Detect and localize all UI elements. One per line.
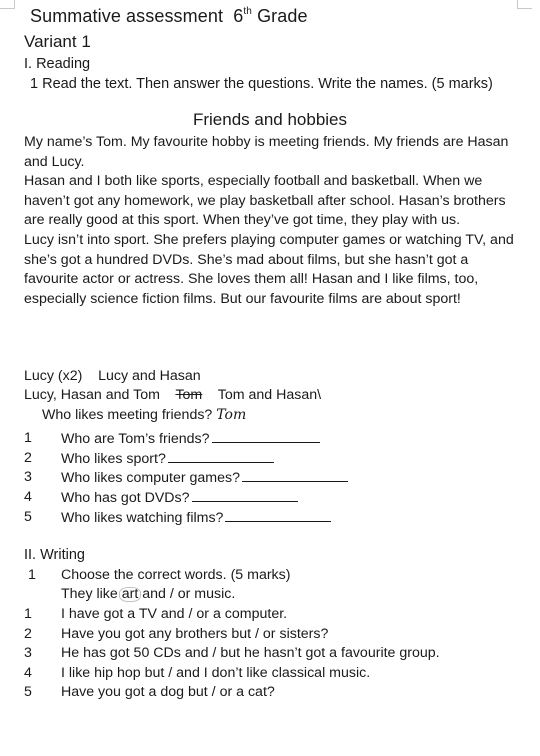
title-main: Summative assessment	[30, 6, 224, 26]
writing-item: 3 He has got 50 CDs and / but he hasn’t got a favourite group.	[24, 645, 440, 661]
item-sentence-end: a computer.	[209, 606, 288, 622]
item-sentence-end: sisters?	[275, 626, 329, 642]
grade-suffix: th	[243, 6, 252, 17]
example-sentence-start: They like	[61, 586, 122, 602]
item-option-1[interactable]: and	[160, 606, 185, 622]
answer-option: Lucy (x2)	[24, 368, 83, 384]
question-text: Who likes sport?	[61, 451, 166, 467]
text-title: Friends and hobbies	[192, 110, 348, 129]
item-option-1[interactable]: and	[184, 645, 209, 661]
writing-task-instruction	[61, 567, 290, 583]
writing-heading: II. Writing	[24, 547, 85, 563]
example-question	[42, 407, 246, 423]
answer-blank[interactable]	[242, 469, 348, 482]
item-sentence-start: Have you got a dog	[61, 684, 188, 700]
item-sentence-end: I don’t like classical music.	[199, 665, 371, 681]
writing-item: 5 Have you got a dog but / or a cat?	[24, 684, 275, 700]
question-text: Who likes watching films?	[61, 510, 224, 526]
variant-label: Variant 1	[24, 32, 91, 51]
grade-number: 6	[233, 6, 244, 26]
item-sentence-end: he hasn’t got a favourite group.	[240, 645, 440, 661]
item-option-1[interactable]: but	[231, 626, 252, 642]
writing-example	[61, 586, 235, 602]
answer-options-line-2	[24, 387, 321, 403]
question-number: 2	[24, 450, 32, 466]
answer-blank[interactable]	[168, 450, 274, 463]
question-row	[24, 450, 524, 469]
question-row	[24, 469, 524, 488]
question-number: 5	[24, 509, 32, 525]
example-option-2: or	[177, 586, 191, 602]
reading-task-instruction: 1 Read the text. Then answer the questions. Write the names. (5 marks)	[30, 76, 493, 92]
answer-option: Lucy, Hasan and Tom	[24, 387, 160, 403]
option-slash: /	[165, 586, 178, 602]
question-text: Who likes computer games?	[61, 470, 240, 486]
example-circled-word: art	[121, 586, 139, 602]
question-number: 3	[24, 469, 32, 485]
item-option-2[interactable]: or	[219, 684, 233, 700]
item-number: 5	[24, 684, 32, 700]
item-option-2[interactable]: or	[196, 606, 210, 622]
example-question-text: Who likes meeting friends?	[42, 407, 213, 423]
page-corner-mark-right	[517, 0, 532, 9]
answer-blank[interactable]	[225, 509, 331, 522]
item-sentence-start: Have you got any brothers	[61, 626, 232, 642]
answer-option: Lucy and Hasan	[98, 368, 201, 384]
question-number: 1	[24, 430, 32, 446]
item-sentence-start: I have got a TV	[61, 606, 161, 622]
item-sentence-end: a cat?	[232, 684, 275, 700]
item-option-2[interactable]: but	[220, 645, 241, 661]
writing-item: 1 I have got a TV and / or a computer.	[24, 606, 288, 622]
writing-task-number: 1	[28, 567, 36, 583]
passage-paragraph-3: Lucy isn’t into sport. She prefers playing computer games or watching TV, and she’s got a hundred DVDs. She’s mad about films, but she hasn’t got a favourite actor or actress. She loves them all! Hasan and I like films, too, especially science fiction films. But our favourite films are about sport!	[24, 231, 514, 307]
writing-item: 4 I like hip hop but / and I don’t like classical music.	[24, 665, 371, 681]
document-title	[30, 6, 308, 27]
question-text: Who are Tom’s friends?	[61, 431, 210, 447]
item-number: 1	[24, 606, 32, 622]
example-handwritten-answer: Tom	[216, 407, 247, 423]
reading-passage	[24, 133, 524, 309]
question-row	[24, 489, 524, 508]
example-option-1: and	[142, 586, 166, 602]
item-sentence-start: I like hip hop	[61, 665, 145, 681]
writing-item: 2 Have you got any brothers but / or sisters?	[24, 626, 329, 642]
item-option-1[interactable]: but	[144, 665, 165, 681]
answer-blank[interactable]	[212, 430, 320, 443]
question-text: Who has got DVDs?	[61, 490, 190, 506]
passage-paragraph-1: My name’s Tom. My favourite hobby is meeting friends. My friends are Hasan and Lucy.	[24, 134, 509, 170]
item-option-2[interactable]: and	[176, 665, 200, 681]
item-option-2[interactable]: or	[262, 626, 276, 642]
grade-word: Grade	[257, 6, 308, 26]
item-option-1[interactable]: but	[188, 684, 208, 700]
question-row	[24, 509, 524, 528]
writing-task-bold: Choose the correct words.	[61, 567, 227, 583]
writing-task-marks: (5 marks)	[230, 567, 291, 583]
answer-options-line-1	[24, 368, 201, 384]
item-sentence-start: He has got 50 CDs	[61, 645, 185, 661]
item-number: 3	[24, 645, 32, 661]
answer-blank[interactable]	[192, 489, 298, 502]
passage-paragraph-2: Hasan and I both like sports, especially football and basketball. When we haven’t got any homework, we play basketball after school. Hasan’s brothers are really good at this sport. When they’ve got time, they play with us.	[24, 173, 506, 229]
question-number: 4	[24, 489, 32, 505]
answer-option-struck: Tom	[175, 387, 203, 403]
example-sentence-end: music.	[190, 586, 236, 602]
reading-heading: I. Reading	[24, 56, 91, 72]
page-corner-mark-left	[0, 0, 15, 9]
item-number: 2	[24, 626, 32, 642]
question-row	[24, 430, 524, 449]
item-number: 4	[24, 665, 32, 681]
answer-option: Tom and Hasan\	[217, 387, 322, 403]
